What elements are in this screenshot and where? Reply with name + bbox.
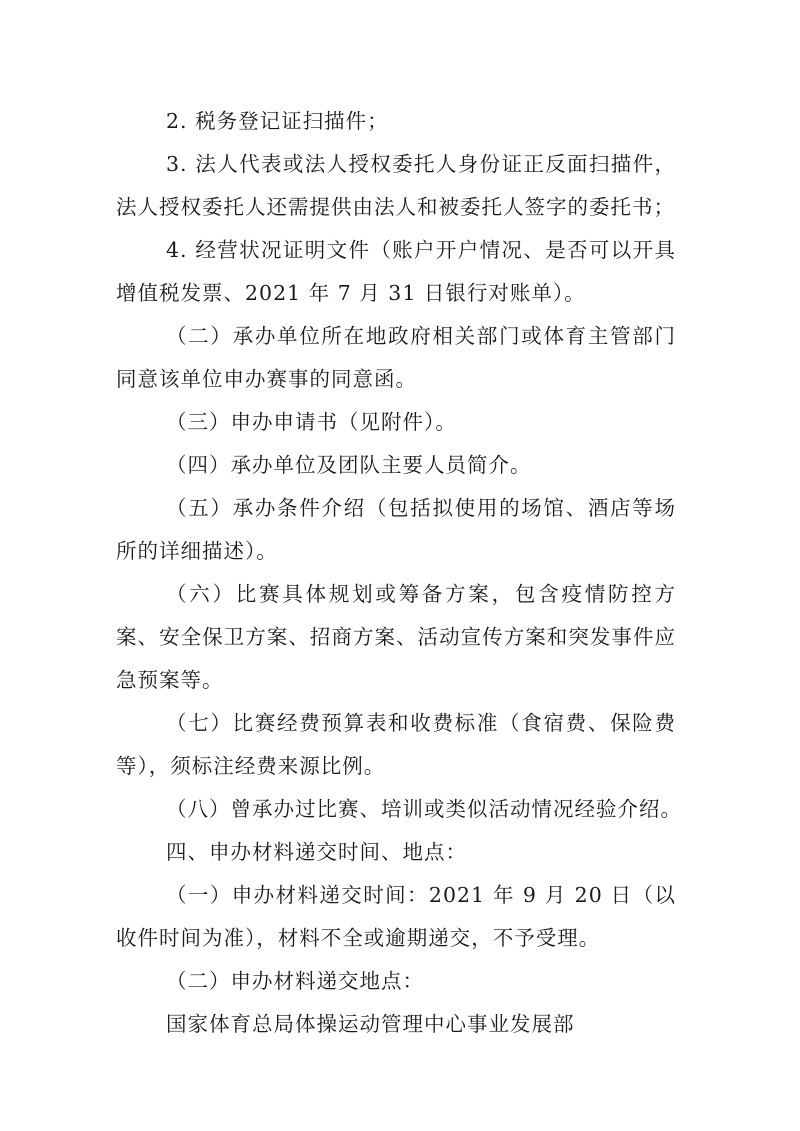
paragraph-plan: （六）比赛具体规划或筹备方案，包含疫情防控方案、安全保卫方案、招商方案、活动宣传方案和突发事件应急预案等。 — [116, 582, 676, 692]
section-heading-submission: 四、申办材料递交时间、地点： — [166, 840, 467, 864]
paragraph-budget: （七）比赛经费预算表和收费标准（食宿费、保险费等），须标注经费来源比例。 — [116, 711, 676, 778]
paragraph-consent-letter: （二）承办单位所在地政府相关部门或体育主管部门同意该单位申办赛事的同意函。 — [116, 324, 676, 391]
paragraph-application-form: （三）申办申请书（见附件）。 — [166, 410, 457, 434]
paragraph-team-intro: （四）承办单位及团队主要人员简介。 — [166, 453, 532, 477]
paragraph-tax-registration: 2. 税务登记证扫描件； — [166, 109, 389, 133]
paragraph-submission-time: （一）申办材料递交时间：2021 年 9 月 20 日（以收件时间为准），材料不全或逾期递交，不予受理。 — [116, 883, 676, 950]
paragraph-business-status: 4. 经营状况证明文件（账户开户情况、是否可以开具增值税发票、2021 年 7 月 31 日银行对账单）。 — [116, 238, 676, 305]
paragraph-experience: （八）曾承办过比赛、培训或类似活动情况经验介绍。 — [166, 797, 682, 821]
paragraph-id-scan: 3. 法人代表或法人授权委托人身份证正反面扫描件，法人授权委托人还需提供由法人和被委托人签字的委托书； — [116, 152, 676, 219]
paragraph-conditions: （五）承办条件介绍（包括拟使用的场馆、酒店等场所的详细描述）。 — [116, 496, 676, 563]
paragraph-submission-place: （二）申办材料递交地点： — [166, 969, 424, 993]
paragraph-department: 国家体育总局体操运动管理中心事业发展部 — [166, 1012, 575, 1036]
